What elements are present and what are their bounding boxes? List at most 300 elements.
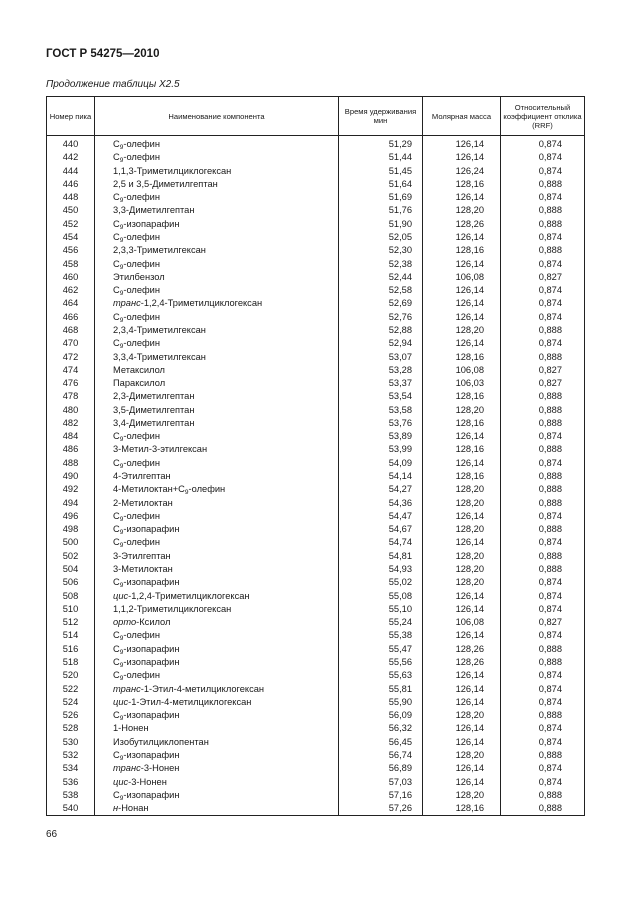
peak-number-cell: 524 <box>47 696 95 709</box>
molar-mass-cell: 126,14 <box>423 683 501 696</box>
retention-time-cell: 56,89 <box>339 762 423 775</box>
table-row <box>47 709 585 722</box>
retention-time-cell: 52,58 <box>339 284 423 297</box>
peak-number-cell: 452 <box>47 218 95 231</box>
component-name-cell: 3,5-Диметилгептан <box>95 404 339 417</box>
table-row <box>47 563 585 576</box>
table-row <box>47 762 585 775</box>
component-name-cell: 2,5 и 3,5-Диметилгептан <box>95 178 339 191</box>
rrf-cell: 0,874 <box>501 311 585 324</box>
component-name-cell: 2,3,4-Триметилгексан <box>95 324 339 337</box>
retention-time-cell: 51,44 <box>339 151 423 164</box>
peak-number-cell: 478 <box>47 390 95 403</box>
peak-number-cell: 448 <box>47 191 95 204</box>
rrf-cell: 0,874 <box>501 696 585 709</box>
table-row <box>47 151 585 164</box>
peak-number-cell: 466 <box>47 311 95 324</box>
molar-mass-cell: 128,16 <box>423 390 501 403</box>
retention-time-cell: 55,81 <box>339 683 423 696</box>
peak-number-cell: 514 <box>47 629 95 642</box>
peak-number-cell: 470 <box>47 337 95 350</box>
molar-mass-cell: 126,14 <box>423 258 501 271</box>
peak-number-cell: 446 <box>47 178 95 191</box>
retention-time-cell: 57,26 <box>339 802 423 816</box>
rrf-cell: 0,888 <box>501 204 585 217</box>
peak-number-cell: 540 <box>47 802 95 816</box>
rrf-cell: 0,888 <box>501 443 585 456</box>
molar-mass-cell: 106,08 <box>423 364 501 377</box>
component-name-cell: $C_9$-олефин <box>95 629 339 642</box>
rrf-cell: 0,888 <box>501 324 585 337</box>
component-name-cell: $C_9$-изопарафин <box>95 709 339 722</box>
molar-mass-cell: 128,26 <box>423 218 501 231</box>
table-row <box>47 337 585 350</box>
rrf-cell: 0,874 <box>501 722 585 735</box>
molar-mass-cell: 126,14 <box>423 284 501 297</box>
peak-number-cell: 444 <box>47 165 95 178</box>
retention-time-cell: 51,76 <box>339 204 423 217</box>
retention-time-cell: 56,09 <box>339 709 423 722</box>
peak-number-cell: 532 <box>47 749 95 762</box>
table-row <box>47 483 585 496</box>
retention-time-cell: 54,47 <box>339 510 423 523</box>
retention-time-cell: 55,90 <box>339 696 423 709</box>
retention-time-cell: 56,45 <box>339 736 423 749</box>
retention-time-cell: 57,16 <box>339 789 423 802</box>
peak-number-cell: 482 <box>47 417 95 430</box>
component-name-cell: 3-Метил-3-этилгексан <box>95 443 339 456</box>
retention-time-cell: 55,02 <box>339 576 423 589</box>
rrf-cell: 0,827 <box>501 377 585 390</box>
table-row <box>47 430 585 443</box>
molar-mass-cell: 126,14 <box>423 696 501 709</box>
rrf-cell: 0,888 <box>501 802 585 816</box>
table-row <box>47 443 585 456</box>
rrf-cell: 0,874 <box>501 297 585 310</box>
retention-time-cell: 52,94 <box>339 337 423 350</box>
component-name-cell: транс-1,2,4-Триметилциклогексан <box>95 297 339 310</box>
rrf-cell: 0,888 <box>501 218 585 231</box>
rrf-cell: 0,888 <box>501 351 585 364</box>
component-name-cell: транс-3-Нонен <box>95 762 339 775</box>
molar-mass-cell: 128,20 <box>423 483 501 496</box>
retention-time-cell: 55,08 <box>339 590 423 603</box>
peak-number-cell: 458 <box>47 258 95 271</box>
table-row <box>47 683 585 696</box>
peak-number-cell: 506 <box>47 576 95 589</box>
peak-number-cell: 442 <box>47 151 95 164</box>
table-row <box>47 284 585 297</box>
rrf-cell: 0,874 <box>501 576 585 589</box>
retention-time-cell: 55,38 <box>339 629 423 642</box>
retention-time-cell: 51,90 <box>339 218 423 231</box>
table-row <box>47 696 585 709</box>
molar-mass-cell: 128,20 <box>423 523 501 536</box>
component-name-cell: $C_9$-олефин <box>95 457 339 470</box>
molar-mass-cell: 128,20 <box>423 563 501 576</box>
table-row <box>47 776 585 789</box>
rrf-cell: 0,874 <box>501 510 585 523</box>
table-row <box>47 258 585 271</box>
molar-mass-cell: 126,14 <box>423 722 501 735</box>
retention-time-cell: 54,27 <box>339 483 423 496</box>
page-number: 66 <box>46 829 58 840</box>
molar-mass-cell: 126,14 <box>423 603 501 616</box>
molar-mass-cell: 126,14 <box>423 776 501 789</box>
molar-mass-cell: 126,14 <box>423 337 501 350</box>
retention-time-cell: 54,81 <box>339 550 423 563</box>
component-name-cell: $C_9$-олефин <box>95 191 339 204</box>
component-name-cell: $C_9$-олефин <box>95 151 339 164</box>
table-row <box>47 364 585 377</box>
retention-time-cell: 53,99 <box>339 443 423 456</box>
component-name-cell: $C_9$-олефин <box>95 284 339 297</box>
component-name-cell: $C_9$-олефин <box>95 669 339 682</box>
peak-number-cell: 462 <box>47 284 95 297</box>
molar-mass-cell: 128,20 <box>423 749 501 762</box>
component-name-cell: 2,3-Диметилгептан <box>95 390 339 403</box>
rrf-cell: 0,888 <box>501 789 585 802</box>
peak-number-cell: 486 <box>47 443 95 456</box>
component-name-cell: $C_9$-изопарафин <box>95 218 339 231</box>
table-row <box>47 165 585 178</box>
retention-time-cell: 52,38 <box>339 258 423 271</box>
peak-number-cell: 480 <box>47 404 95 417</box>
molar-mass-cell: 128,16 <box>423 802 501 816</box>
retention-time-cell: 53,76 <box>339 417 423 430</box>
component-name-cell: $C_9$-олефин <box>95 231 339 244</box>
molar-mass-cell: 126,14 <box>423 430 501 443</box>
component-name-cell: цис-1-Этил-4-метилциклогексан <box>95 696 339 709</box>
rrf-cell: 0,827 <box>501 271 585 284</box>
retention-time-cell: 52,88 <box>339 324 423 337</box>
molar-mass-cell: 126,14 <box>423 669 501 682</box>
molar-mass-cell: 126,14 <box>423 762 501 775</box>
rrf-cell: 0,874 <box>501 430 585 443</box>
table-row <box>47 204 585 217</box>
peak-number-cell: 474 <box>47 364 95 377</box>
molar-mass-cell: 128,16 <box>423 351 501 364</box>
col-header-peak-number: Номер пика <box>47 97 95 136</box>
component-name-cell: Изобутилциклопентан <box>95 736 339 749</box>
table-row <box>47 231 585 244</box>
molar-mass-cell: 128,16 <box>423 244 501 257</box>
rrf-cell: 0,874 <box>501 284 585 297</box>
component-name-cell: 1,1,2-Триметилциклогексан <box>95 603 339 616</box>
table-header-row <box>47 97 585 136</box>
retention-time-cell: 53,37 <box>339 377 423 390</box>
peak-number-cell: 490 <box>47 470 95 483</box>
peak-number-cell: 510 <box>47 603 95 616</box>
col-header-retention-time: Время удерживания мин <box>339 97 423 136</box>
component-name-cell: н-Нонан <box>95 802 339 816</box>
table-row <box>47 789 585 802</box>
component-name-cell: 3,3,4-Триметилгексан <box>95 351 339 364</box>
retention-time-cell: 53,54 <box>339 390 423 403</box>
rrf-cell: 0,888 <box>501 523 585 536</box>
rrf-cell: 0,874 <box>501 762 585 775</box>
rrf-cell: 0,874 <box>501 736 585 749</box>
rrf-cell: 0,874 <box>501 629 585 642</box>
molar-mass-cell: 128,16 <box>423 417 501 430</box>
components-table <box>46 96 585 816</box>
table-row <box>47 178 585 191</box>
peak-number-cell: 472 <box>47 351 95 364</box>
molar-mass-cell: 106,08 <box>423 616 501 629</box>
peak-number-cell: 516 <box>47 643 95 656</box>
peak-number-cell: 530 <box>47 736 95 749</box>
retention-time-cell: 51,45 <box>339 165 423 178</box>
table-row <box>47 536 585 549</box>
peak-number-cell: 536 <box>47 776 95 789</box>
rrf-cell: 0,874 <box>501 776 585 789</box>
component-name-cell: Метаксилол <box>95 364 339 377</box>
component-name-cell: $C_9$-олефин <box>95 430 339 443</box>
rrf-cell: 0,888 <box>501 470 585 483</box>
molar-mass-cell: 128,20 <box>423 404 501 417</box>
retention-time-cell: 51,64 <box>339 178 423 191</box>
peak-number-cell: 534 <box>47 762 95 775</box>
retention-time-cell: 51,29 <box>339 136 423 152</box>
component-name-cell: $C_9$-изопарафин <box>95 523 339 536</box>
retention-time-cell: 56,32 <box>339 722 423 735</box>
document-header: ГОСТ Р 54275—2010 <box>46 48 160 60</box>
component-name-cell: $C_9$-изопарафин <box>95 749 339 762</box>
table-row <box>47 669 585 682</box>
molar-mass-cell: 128,20 <box>423 324 501 337</box>
retention-time-cell: 54,74 <box>339 536 423 549</box>
peak-number-cell: 526 <box>47 709 95 722</box>
rrf-cell: 0,888 <box>501 497 585 510</box>
table-row <box>47 497 585 510</box>
table-row <box>47 550 585 563</box>
molar-mass-cell: 106,08 <box>423 271 501 284</box>
table-row <box>47 311 585 324</box>
rrf-cell: 0,874 <box>501 457 585 470</box>
component-name-cell: орто-Ксилол <box>95 616 339 629</box>
peak-number-cell: 468 <box>47 324 95 337</box>
table-row <box>47 643 585 656</box>
component-name-cell: цис-3-Нонен <box>95 776 339 789</box>
component-name-cell: 3,3-Диметилгептан <box>95 204 339 217</box>
component-name-cell: Параксилол <box>95 377 339 390</box>
molar-mass-cell: 128,20 <box>423 576 501 589</box>
table-row <box>47 377 585 390</box>
component-name-cell: $C_9$-изопарафин <box>95 789 339 802</box>
rrf-cell: 0,874 <box>501 536 585 549</box>
component-name-cell: 2-Метилоктан <box>95 497 339 510</box>
peak-number-cell: 498 <box>47 523 95 536</box>
rrf-cell: 0,888 <box>501 643 585 656</box>
molar-mass-cell: 126,14 <box>423 231 501 244</box>
peak-number-cell: 522 <box>47 683 95 696</box>
table-row <box>47 603 585 616</box>
peak-number-cell: 504 <box>47 563 95 576</box>
table-row <box>47 510 585 523</box>
peak-number-cell: 450 <box>47 204 95 217</box>
table-caption: Продолжение таблицы Х2.5 <box>46 79 180 90</box>
component-name-cell: транс-1-Этил-4-метилциклогексан <box>95 683 339 696</box>
table-row <box>47 417 585 430</box>
molar-mass-cell: 128,26 <box>423 643 501 656</box>
peak-number-cell: 454 <box>47 231 95 244</box>
retention-time-cell: 53,89 <box>339 430 423 443</box>
table-row <box>47 136 585 152</box>
rrf-cell: 0,888 <box>501 550 585 563</box>
molar-mass-cell: 128,20 <box>423 709 501 722</box>
component-name-cell: 1,1,3-Триметилциклогексан <box>95 165 339 178</box>
molar-mass-cell: 126,14 <box>423 536 501 549</box>
rrf-cell: 0,888 <box>501 709 585 722</box>
molar-mass-cell: 126,14 <box>423 151 501 164</box>
retention-time-cell: 56,74 <box>339 749 423 762</box>
peak-number-cell: 520 <box>47 669 95 682</box>
component-name-cell: 3-Метилоктан <box>95 563 339 576</box>
molar-mass-cell: 126,14 <box>423 629 501 642</box>
peak-number-cell: 502 <box>47 550 95 563</box>
peak-number-cell: 464 <box>47 297 95 310</box>
retention-time-cell: 54,93 <box>339 563 423 576</box>
component-name-cell: 1-Нонен <box>95 722 339 735</box>
retention-time-cell: 54,36 <box>339 497 423 510</box>
molar-mass-cell: 126,14 <box>423 297 501 310</box>
table-row <box>47 523 585 536</box>
retention-time-cell: 52,05 <box>339 231 423 244</box>
molar-mass-cell: 128,20 <box>423 204 501 217</box>
component-name-cell: 2,3,3-Триметилгексан <box>95 244 339 257</box>
component-name-cell: $C_9$-олефин <box>95 311 339 324</box>
retention-time-cell: 55,56 <box>339 656 423 669</box>
table-row <box>47 802 585 816</box>
table-row <box>47 404 585 417</box>
component-name-cell: $C_9$-изопарафин <box>95 576 339 589</box>
component-name-cell: 3,4-Диметилгептан <box>95 417 339 430</box>
retention-time-cell: 57,03 <box>339 776 423 789</box>
rrf-cell: 0,874 <box>501 258 585 271</box>
rrf-cell: 0,827 <box>501 616 585 629</box>
component-name-cell: $C_9$-олефин <box>95 258 339 271</box>
rrf-cell: 0,874 <box>501 231 585 244</box>
molar-mass-cell: 126,14 <box>423 191 501 204</box>
component-name-cell: Этилбензол <box>95 271 339 284</box>
table-row <box>47 324 585 337</box>
col-header-molar-mass: Молярная масса <box>423 97 501 136</box>
table-row <box>47 736 585 749</box>
component-name-cell: $C_9$-изопарафин <box>95 643 339 656</box>
table-row <box>47 457 585 470</box>
peak-number-cell: 494 <box>47 497 95 510</box>
table-row <box>47 656 585 669</box>
retention-time-cell: 52,44 <box>339 271 423 284</box>
molar-mass-cell: 128,20 <box>423 497 501 510</box>
retention-time-cell: 54,67 <box>339 523 423 536</box>
retention-time-cell: 55,63 <box>339 669 423 682</box>
col-header-rrf: Относительный коэффициент отклика (RRF) <box>501 97 585 136</box>
peak-number-cell: 484 <box>47 430 95 443</box>
peak-number-cell: 456 <box>47 244 95 257</box>
component-name-cell: $C_9$-изопарафин <box>95 656 339 669</box>
retention-time-cell: 53,28 <box>339 364 423 377</box>
table-row <box>47 244 585 257</box>
retention-time-cell: 55,47 <box>339 643 423 656</box>
peak-number-cell: 508 <box>47 590 95 603</box>
component-name-cell: 4-Этилгептан <box>95 470 339 483</box>
retention-time-cell: 52,30 <box>339 244 423 257</box>
peak-number-cell: 528 <box>47 722 95 735</box>
table-row <box>47 722 585 735</box>
rrf-cell: 0,874 <box>501 136 585 152</box>
component-name-cell: $C_9$-олефин <box>95 136 339 152</box>
molar-mass-cell: 126,14 <box>423 311 501 324</box>
table-row <box>47 390 585 403</box>
table-row <box>47 629 585 642</box>
peak-number-cell: 460 <box>47 271 95 284</box>
component-name-cell: $C_9$-олефин <box>95 337 339 350</box>
table-row <box>47 271 585 284</box>
col-header-component-name: Наименование компонента <box>95 97 339 136</box>
retention-time-cell: 52,69 <box>339 297 423 310</box>
molar-mass-cell: 128,16 <box>423 443 501 456</box>
peak-number-cell: 500 <box>47 536 95 549</box>
rrf-cell: 0,888 <box>501 563 585 576</box>
rrf-cell: 0,874 <box>501 165 585 178</box>
table-row <box>47 297 585 310</box>
rrf-cell: 0,888 <box>501 390 585 403</box>
table-row <box>47 616 585 629</box>
retention-time-cell: 54,09 <box>339 457 423 470</box>
rrf-cell: 0,888 <box>501 483 585 496</box>
molar-mass-cell: 126,14 <box>423 457 501 470</box>
retention-time-cell: 53,58 <box>339 404 423 417</box>
molar-mass-cell: 128,16 <box>423 470 501 483</box>
retention-time-cell: 52,76 <box>339 311 423 324</box>
rrf-cell: 0,827 <box>501 364 585 377</box>
table-row <box>47 191 585 204</box>
rrf-cell: 0,874 <box>501 669 585 682</box>
molar-mass-cell: 126,14 <box>423 736 501 749</box>
table-row <box>47 749 585 762</box>
rrf-cell: 0,874 <box>501 603 585 616</box>
peak-number-cell: 518 <box>47 656 95 669</box>
retention-time-cell: 55,24 <box>339 616 423 629</box>
retention-time-cell: 55,10 <box>339 603 423 616</box>
molar-mass-cell: 126,14 <box>423 590 501 603</box>
rrf-cell: 0,888 <box>501 656 585 669</box>
peak-number-cell: 476 <box>47 377 95 390</box>
component-name-cell: $4-Метилоктан+C_9$-олефин <box>95 483 339 496</box>
retention-time-cell: 51,69 <box>339 191 423 204</box>
component-name-cell: 3-Этилгептан <box>95 550 339 563</box>
rrf-cell: 0,874 <box>501 191 585 204</box>
table-row <box>47 590 585 603</box>
peak-number-cell: 496 <box>47 510 95 523</box>
peak-number-cell: 488 <box>47 457 95 470</box>
rrf-cell: 0,874 <box>501 683 585 696</box>
table-row <box>47 218 585 231</box>
peak-number-cell: 538 <box>47 789 95 802</box>
table-row <box>47 351 585 364</box>
molar-mass-cell: 106,03 <box>423 377 501 390</box>
molar-mass-cell: 128,26 <box>423 656 501 669</box>
rrf-cell: 0,888 <box>501 178 585 191</box>
molar-mass-cell: 128,20 <box>423 789 501 802</box>
component-name-cell: $C_9$-олефин <box>95 510 339 523</box>
rrf-cell: 0,888 <box>501 749 585 762</box>
rrf-cell: 0,888 <box>501 404 585 417</box>
rrf-cell: 0,874 <box>501 151 585 164</box>
component-name-cell: $C_9$-олефин <box>95 536 339 549</box>
component-name-cell: цис-1,2,4-Триметилциклогексан <box>95 590 339 603</box>
